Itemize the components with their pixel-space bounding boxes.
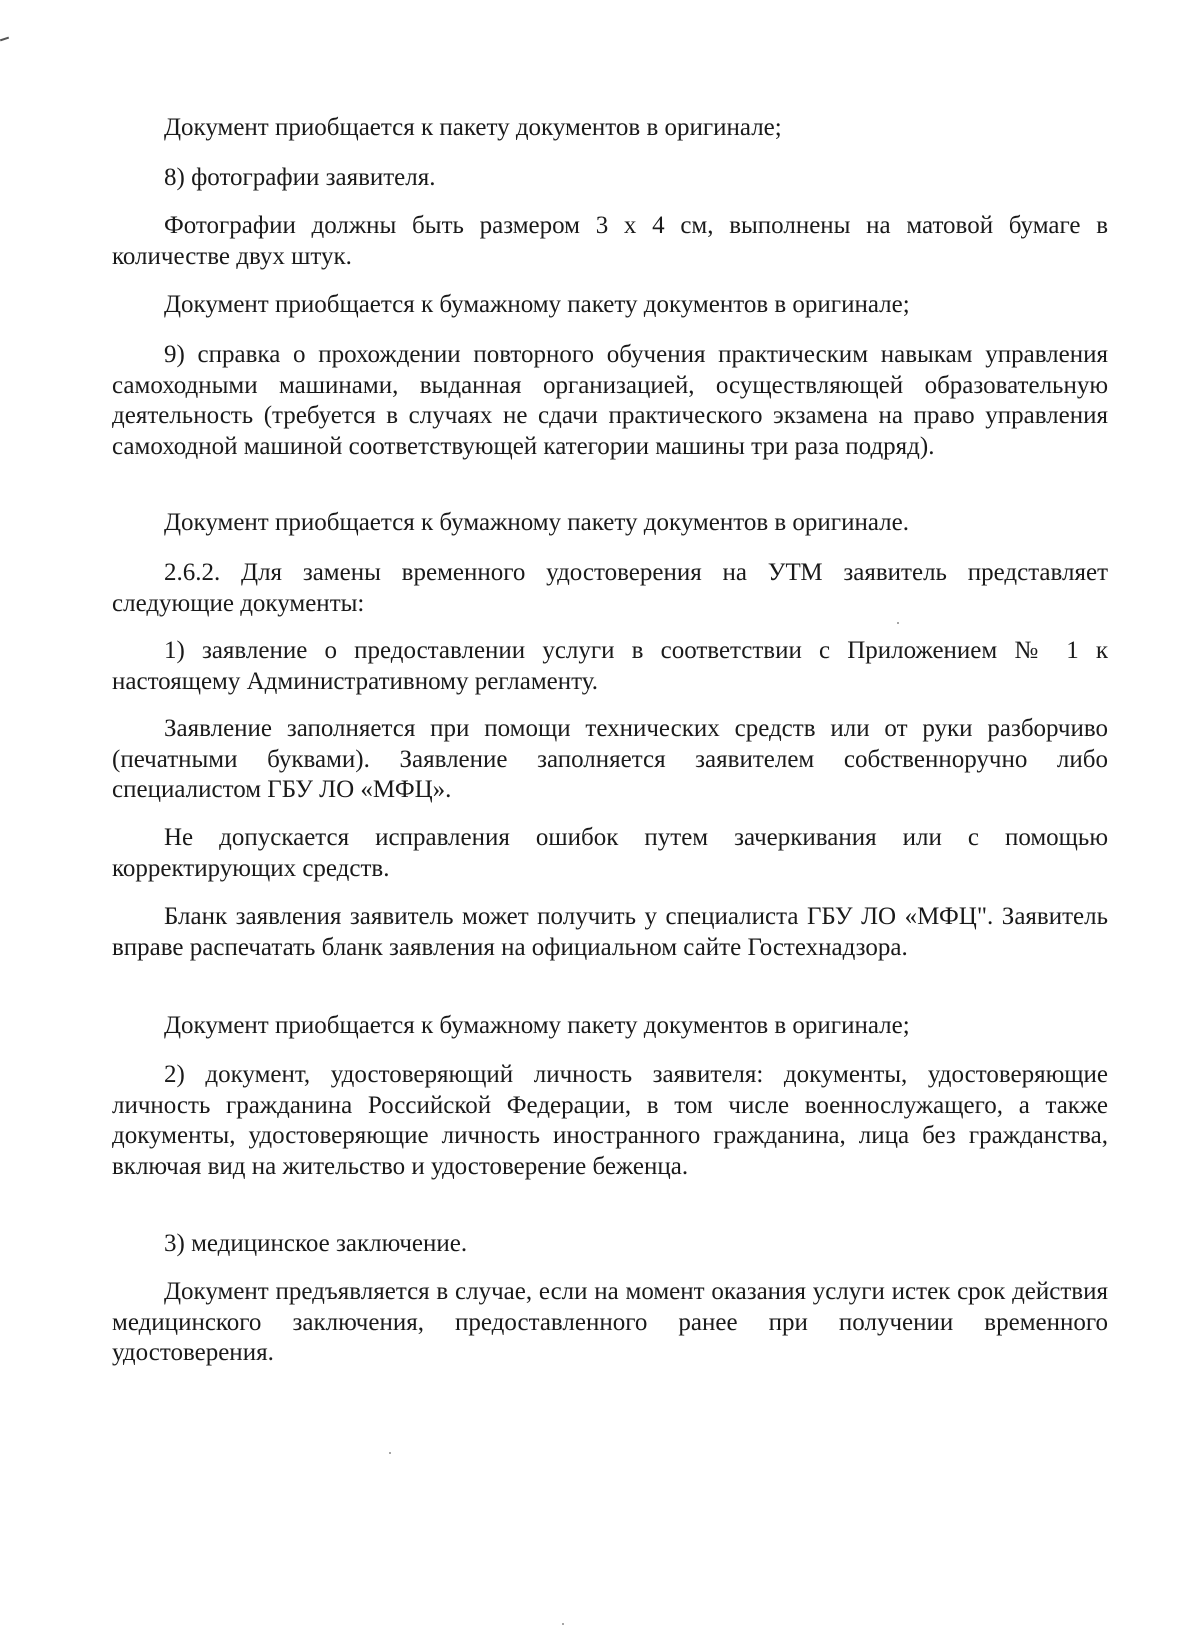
paragraph-13: 2) документ, удостоверяющий личность заявителя: документы, удостоверяющие личность гражданина Российской Федерации, в том числе военнослужащего, а также документы, удостоверяющие личность иностранного гражданина, лица без гражданства, включая вид на жительство и удостоверение беженца. [112, 1061, 1108, 1180]
paragraph-8: 1) заявление о предоставлении услуги в соответствии с Приложением № 1 к настоящему Административному регламенту. [112, 637, 1108, 695]
paragraph-3: Фотографии должны быть размером 3 х 4 см, выполнены на матовой бумаге в количестве двух штук. [112, 212, 1108, 270]
paragraph-6: Документ приобщается к бумажному пакету документов в оригинале. [164, 509, 909, 536]
paragraph-15: Документ предъявляется в случае, если на момент оказания услуги истек срок действия медицинского заключения, предоставленного ранее при получении временного удостоверения. [112, 1278, 1108, 1366]
paragraph-10: Не допускается исправления ошибок путем зачеркивания или с помощью корректирующих средств. [112, 824, 1108, 882]
paragraph-7: 2.6.2. Для замены временного удостоверения на УТМ заявитель представляет следующие документы: [112, 559, 1108, 617]
scan-artifact [0, 37, 9, 42]
scan-speck [562, 1623, 564, 1625]
scan-speck [389, 1452, 391, 1454]
paragraph-14: 3) медицинское заключение. [164, 1230, 468, 1257]
paragraph-4: Документ приобщается к бумажному пакету документов в оригинале; [164, 291, 910, 318]
paragraph-2: 8) фотографии заявителя. [164, 164, 436, 191]
scan-speck [897, 622, 899, 624]
paragraph-5: 9) справка о прохождении повторного обучения практическим навыкам управления самоходными машинами, выданная организацией, осуществляющей образовательную деятельность (требуется в случаях не сдачи практического экзамена на право управления самоходной машиной соответствующей категории машины три раза подряд). [112, 341, 1108, 460]
paragraph-1: Документ приобщается к пакету документов в оригинале; [164, 114, 782, 141]
paragraph-9: Заявление заполняется при помощи технических средств или от руки разборчиво (печатными буквами). Заявление заполняется заявителем собственноручно либо специалистом ГБУ ЛО «МФЦ». [112, 715, 1108, 803]
paragraph-11: Бланк заявления заявитель может получить у специалиста ГБУ ЛО «МФЦ". Заявитель вправе распечатать бланк заявления на официальном сайте Гостехнадзора. [112, 903, 1108, 961]
paragraph-12: Документ приобщается к бумажному пакету документов в оригинале; [164, 1012, 910, 1039]
